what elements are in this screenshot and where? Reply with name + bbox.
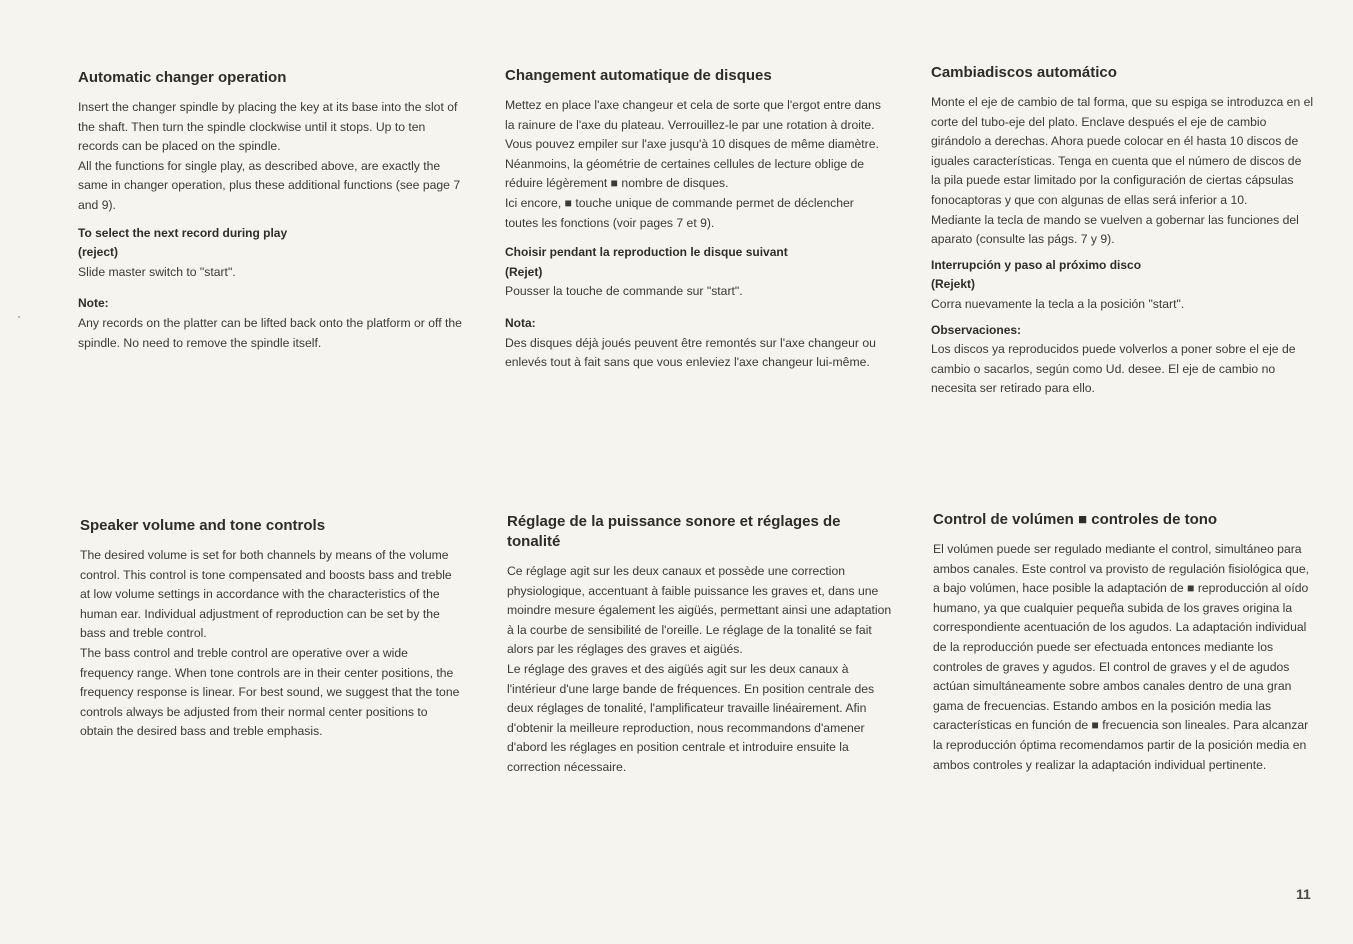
subheading: Note: bbox=[78, 296, 109, 311]
paragraph: The desired volume is set for both channels by means of the volume control. This control is tone compensated and boosts bass and treble at low volume settings in accordance with the characteristics of the human ear. Individual adjustment of reproduction can be set by the bass and treble control. bbox=[80, 548, 452, 641]
paragraph: El volúmen puede ser regulado mediante el control, simultáneo para ambos canales. Este control va provisto de regulación fisiológica que, a bajo volúmen, hace posible la adaptación de ■ reproducción al oído humano, ya que cualquier pequeña subida de los graves origina la correspondiente acentuación de los agudos. La adaptación individual de la reproducción puede ser efectuada entonces mediante los controles de graves y agudos. El control de graves y el de agudos actúan simultáneamente sobre ambos canales dentro de una gran gama de frecuencias. Estando ambos en la posición media las características en función de ■ frecuencia son lineales. Para alcanzar la reproducción óptima recomendamos partir de la posición media en ambos controles y realizar la adaptación individual pertinente. bbox=[933, 542, 1309, 772]
paragraph: Le réglage des graves et des aigüés agit sur les deux canaux à l'intérieur d'une large bande de fréquences. En position centrale des deux réglages de tonalité, l'amplificateur travaille linéairement. Afin d'obtenir la meilleure reproduction, nous recommandons d'amener d'abord les réglages en position centrale et introduire ensuite la correction nécessaire. bbox=[507, 661, 875, 774]
heading-es-changer: Cambiadiscos automático bbox=[931, 64, 1117, 81]
heading-en-volume: Speaker volume and tone controls bbox=[80, 517, 326, 534]
page-number: 11 bbox=[1296, 886, 1311, 902]
section-en-changer bbox=[78, 68, 462, 353]
paragraph: The bass control and treble control are operative over a wide frequency range. When tone controls are in their center positions, the frequency response is linear. For best sound, we suggest that the tone controls always be adjusted from their normal center positions to obtain the desired bass and treble emphasis. bbox=[80, 645, 460, 739]
paragraph: Corra nuevamente la tecla a la posición "start". bbox=[931, 296, 1185, 311]
speck bbox=[18, 316, 20, 318]
subheading: Interrupción y paso al próximo disco bbox=[931, 257, 1142, 272]
heading-en-changer: Automatic changer operation bbox=[78, 69, 287, 86]
paragraph: Mediante la tecla de mando se vuelven a gobernar las funciones del aparato (consulte las págs. 7 y 9). bbox=[931, 212, 1299, 247]
subheading: Observaciones: bbox=[931, 322, 1022, 337]
paragraph: Los discos ya reproducidos puede volverlos a poner sobre el eje de cambio o sacarlos, según como Ud. desee. El eje de cambio no necesita ser retirado para ello. bbox=[931, 342, 1296, 396]
section-fr-volume bbox=[507, 512, 892, 778]
paragraph: Insert the changer spindle by placing the key at its base into the slot of the shaft. Then turn the spindle clockwise until it stops. Up to ten records can be placed on the spindle. bbox=[78, 100, 458, 154]
paragraph: Vous pouvez empiler sur l'axe jusqu'à 10 disques de même diamètre. Néanmoins, la géométrie de certaines cellules de lecture oblige de réduire légèrement ■ nombre de disques. bbox=[505, 137, 879, 191]
section-en-volume bbox=[80, 516, 464, 742]
subheading: Nota: bbox=[505, 315, 536, 330]
heading-fr-volume: Réglage de la puissance sonore et réglages de tonalité bbox=[507, 513, 841, 550]
heading-fr-changer: Changement automatique de disques bbox=[505, 67, 772, 84]
paragraph: Any records on the platter can be lifted back onto the platform or off the spindle. No need to remove the spindle itself. bbox=[78, 315, 462, 350]
subheading: Choisir pendant la reproduction le disque suivant bbox=[505, 245, 788, 260]
section-es-volume bbox=[933, 510, 1315, 775]
paragraph: Ici encore, ■ touche unique de commande permet de déclencher toutes les fonctions (voir pages 7 et 9). bbox=[505, 195, 854, 230]
paragraph: Monte el eje de cambio de tal forma, que su espiga se introduzca en el corte del tubo-eje del plato. Enclave después el eje de cambio girándolo a derechas. Ahora puede colocar en él hasta 10 discos de iguales características. Tenga en cuenta que el número de discos de la pila puede estar limitado por la configuración de ciertas cápsulas fonocaptoras y que con algunas de ellas será inferior a 10. bbox=[931, 95, 1314, 207]
subheading: (Rejet) bbox=[505, 264, 543, 279]
paragraph: All the functions for single play, as described above, are exactly the same in changer operation, plus these additional functions (see page 7 and 9). bbox=[78, 158, 461, 212]
section-es-changer bbox=[931, 63, 1314, 399]
section-fr-changer bbox=[505, 66, 890, 373]
subheading: To select the next record during play bbox=[78, 225, 288, 240]
paragraph: Mettez en place l'axe changeur et cela de sorte que l'ergot entre dans la rainure de l'axe du plateau. Verrouillez-le par une rotation à droite. bbox=[505, 98, 881, 132]
paragraph: Des disques déjà joués peuvent être remontés sur l'axe changeur ou enlevés tout à fait sans que vous enleviez l'axe changeur lui-même. bbox=[505, 335, 876, 370]
heading-es-volume: Control de volúmen ■ controles de tono bbox=[933, 511, 1218, 528]
paragraph: Pousser la touche de commande sur "start". bbox=[505, 284, 743, 299]
subheading: (reject) bbox=[78, 245, 119, 260]
paragraph: Slide master switch to "start". bbox=[78, 264, 236, 279]
subheading: (Rejekt) bbox=[931, 277, 976, 292]
paragraph: Ce réglage agit sur les deux canaux et possède une correction physiologique, accentuant à faible puissance les graves et, dans une moindre mesure également les aigüés, permettant ainsi une adaptation à la courbe de sensibilité de l'oreille. Le réglage de la tonalité se fait alors par les réglages des graves et aigüés. bbox=[507, 564, 892, 657]
